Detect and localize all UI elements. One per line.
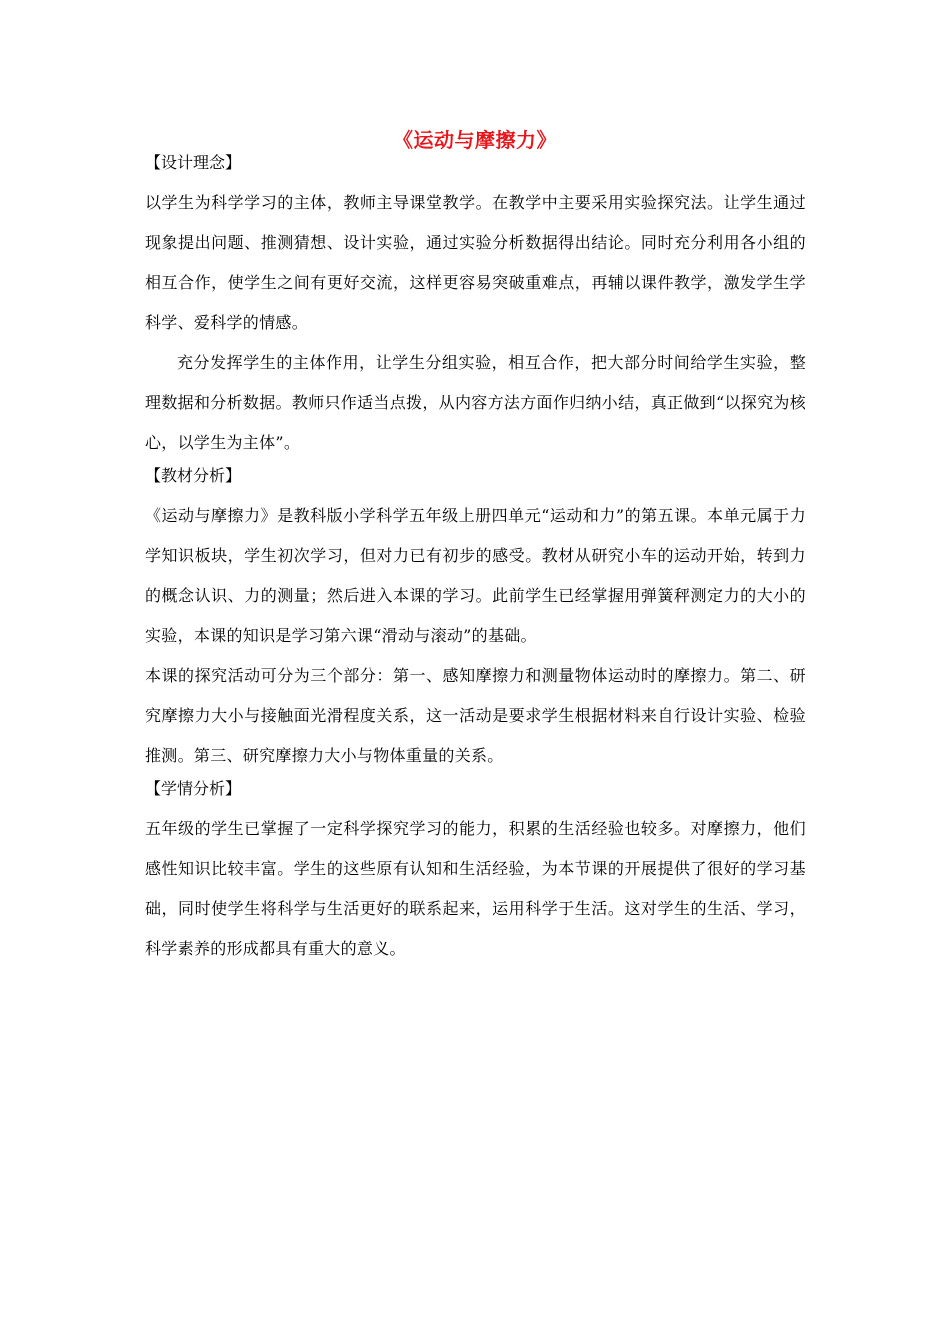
paragraph: 本课的探究活动可分为三个部分：第一、感知摩擦力和测量物体运动时的摩擦力。第二、研究摩擦力大小与接触面光滑程度关系，这一活动是要求学生根据材料来自行设计实验、检验推测。第三、研究摩擦力大小与物体重量的关系。 xyxy=(145,666,806,765)
section-design-concept xyxy=(145,150,806,463)
section-textbook-analysis xyxy=(145,463,806,776)
document-body xyxy=(145,150,806,969)
section-heading: 【教材分析】 xyxy=(145,466,242,485)
document-title: 《运动与摩擦力》 xyxy=(393,128,557,152)
paragraph: 充分发挥学生的主体作用，让学生分组实验，相互合作，把大部分时间给学生实验，整理数据和分析数据。教师只作适当点拨，从内容方法方面作归纳小结，真正做到“以探究为核心，以学生为主体”。 xyxy=(145,353,806,452)
section-heading: 【学情分析】 xyxy=(145,779,242,798)
paragraph: 《运动与摩擦力》是教科版小学科学五年级上册四单元“运动和力”的第五课。本单元属于力学知识板块，学生初次学习，但对力已有初步的感受。教材从研究小车的运动开始，转到力的概念认识、力的测量；然后进入本课的学习。此前学生已经掌握用弹簧秤测定力的大小的实验，本课的知识是学习第六课“滑动与滚动”的基础。 xyxy=(145,506,806,645)
paragraph: 五年级的学生已掌握了一定科学探究学习的能力，积累的生活经验也较多。对摩擦力，他们感性知识比较丰富。学生的这些原有认知和生活经验，为本节课的开展提供了很好的学习基础，同时使学生将科学与生活更好的联系起来，运用科学于生活。这对学生的生活、学习，科学素养的形成都具有重大的意义。 xyxy=(145,819,806,958)
paragraph: 以学生为科学学习的主体，教师主导课堂教学。在教学中主要采用实验探究法。让学生通过现象提出问题、推测猜想、设计实验，通过实验分析数据得出结论。同时充分利用各小组的相互合作，使学生之间有更好交流，这样更容易突破重难点，再辅以课件教学，激发学生学科学、爱科学的情感。 xyxy=(145,193,806,332)
section-student-analysis xyxy=(145,776,806,969)
section-heading: 【设计理念】 xyxy=(145,153,242,172)
